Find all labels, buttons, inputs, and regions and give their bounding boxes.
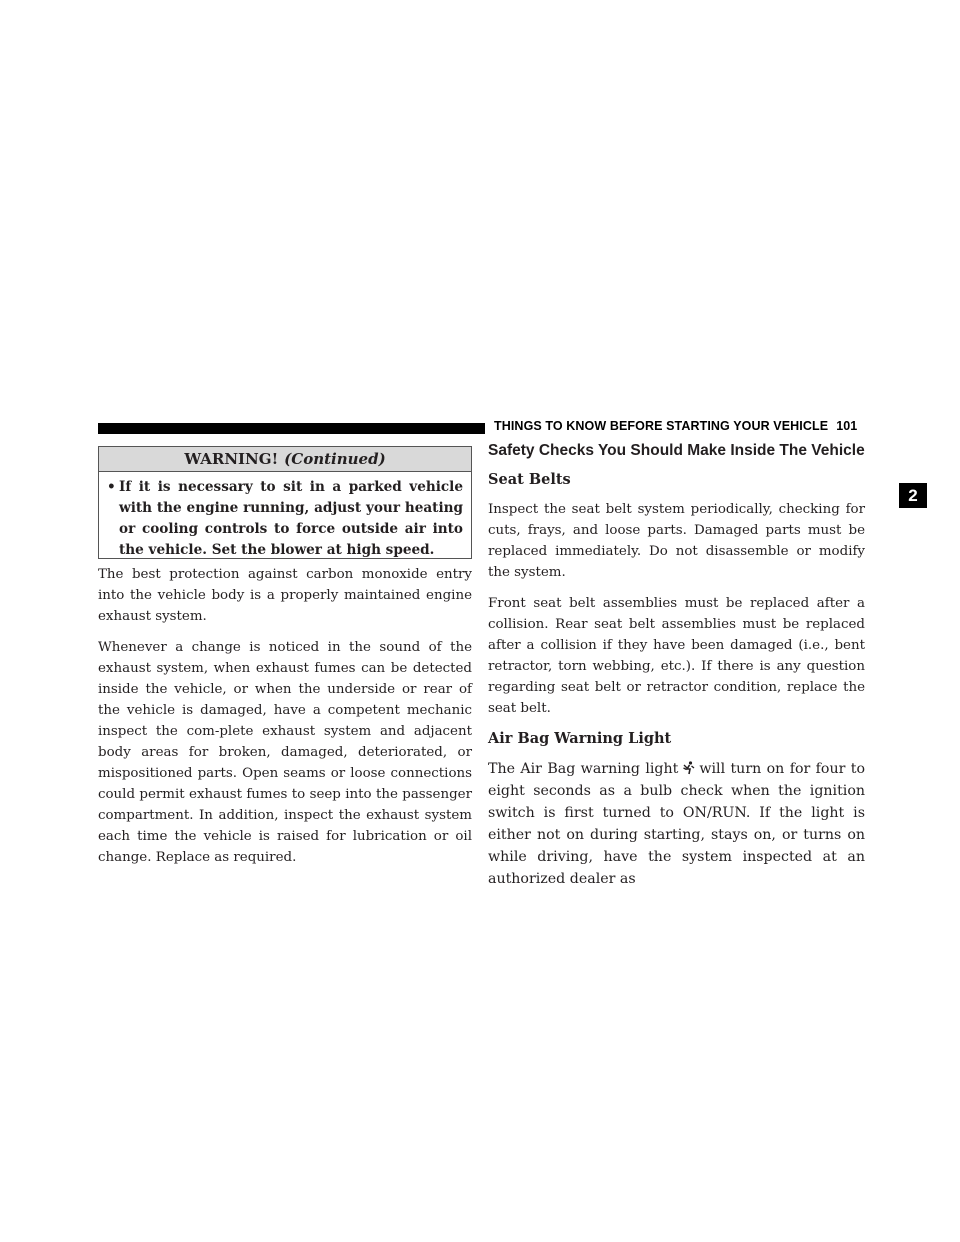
- warning-box: [98, 446, 472, 559]
- warning-body: [99, 472, 471, 561]
- warning-text: If it is necessary to sit in a parked vehicle with the engine running, adjust your heating or cooling controls to force outside air into the vehicle. Set the blower at high speed.: [119, 479, 463, 558]
- body-paragraph: Front seat belt assemblies must be replaced after a collision. Rear seat belt assemblies must be replaced after a collision if they have been damaged (i.e., bent retractor, torn webbing, etc.). If there is any question regarding seat belt or retractor condition, replace the seat belt.: [488, 596, 865, 716]
- warning-heading: [99, 447, 471, 472]
- air-bag-paragraph: [488, 758, 865, 890]
- left-column: [98, 564, 472, 878]
- air-bag-text-end: will turn on for four to eight seconds as a bulb check when the ignition switch is first turned to ON/RUN. If the light is either not on during starting, stays on, or turns on while driving, have the system inspected at an authorized dealer as: [488, 761, 865, 887]
- body-paragraph: Whenever a change is noticed in the sound of the exhaust system, when exhaust fumes can be detected inside the vehicle, or when the underside or rear of the vehicle is damaged, have a competent mechanic inspect the com-plete exhaust system and adjacent body areas for broken, damaged, deteriorated, or mispositioned parts. Open seams or loose connections could permit exhaust fumes to seep into the passenger compartment. In addition, inspect the exhaust system each time the vehicle is raised for lubrication or oil change. Replace as required.: [98, 640, 472, 865]
- right-column: [488, 441, 865, 900]
- air-bag-heading: Air Bag Warning Light: [488, 730, 672, 747]
- running-header: [494, 419, 857, 433]
- warning-continued: (Continued): [284, 450, 386, 468]
- header-title-text: THINGS TO KNOW BEFORE STARTING YOUR VEHICLE: [494, 419, 829, 433]
- seat-belts-heading: Seat Belts: [488, 471, 571, 488]
- body-paragraph: Inspect the seat belt system periodically, checking for cuts, frays, and loose parts. Damaged parts must be replaced immediately. Do not disassemble or modify the system.: [488, 502, 865, 580]
- section-title: Safety Checks You Should Make Inside The Vehicle: [488, 442, 865, 459]
- air-bag-text-start: The Air Bag warning light: [488, 761, 679, 777]
- airbag-warning-icon: [682, 760, 696, 774]
- body-paragraph: The best protection against carbon monoxide entry into the vehicle body is a properly maintained engine exhaust system.: [98, 567, 472, 624]
- chapter-tab: 2: [899, 483, 927, 508]
- warning-label: WARNING!: [184, 450, 279, 468]
- bullet-icon: •: [107, 479, 116, 495]
- header-rule: [98, 423, 485, 434]
- page-number: 101: [836, 419, 858, 433]
